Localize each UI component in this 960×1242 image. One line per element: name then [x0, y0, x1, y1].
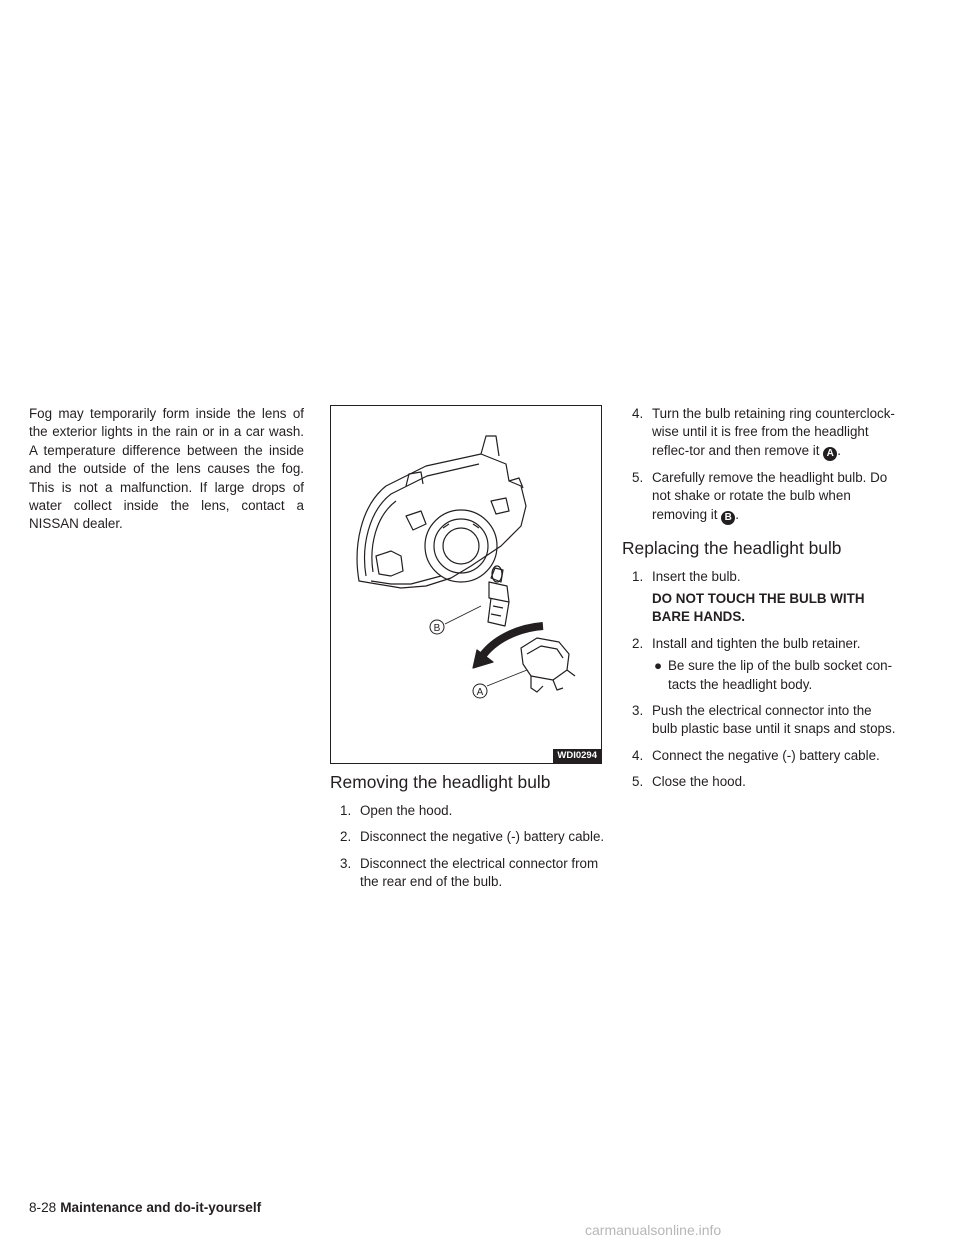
removing-step-1: 1. Open the hood.	[340, 803, 453, 818]
removing-step-2: 2. Disconnect the negative (-) battery cable.	[340, 829, 605, 845]
page-footer	[29, 1200, 261, 1215]
ref-a-badge: A	[823, 447, 837, 461]
bullet-dot-icon: ●	[654, 658, 663, 674]
removing-heading: Removing the headlight bulb	[330, 772, 551, 792]
bulb-socket-bullet: ● Be sure the lip of the bulb socket con-tacts the headlight body.	[654, 658, 893, 692]
right-column	[622, 405, 898, 800]
replacing-step-4: 4. Connect the negative (-) battery cable.	[632, 747, 880, 763]
figure-code: WDI0294	[553, 749, 601, 763]
replacing-step-5: 5. Close the hood.	[632, 774, 746, 790]
removing-step-3: 3. Disconnect the electrical connector from the rear end of the bulb.	[340, 855, 599, 890]
removing-step-5: 5. Carefully remove the headlight bulb. Do not shake or rotate the bulb when removing it B .	[632, 469, 888, 523]
figure-label-a: A	[476, 687, 484, 698]
headlight-diagram	[331, 406, 601, 763]
section-title: Maintenance and do-it-yourself	[60, 1200, 262, 1215]
replacing-step-3: 3. Push the electrical connector into the bulb plastic base until it snaps and stops.	[632, 703, 896, 737]
bare-hands-warning: DO NOT TOUCH THE BULB WITH BARE HANDS.	[652, 591, 865, 625]
figure-label-b: B	[433, 623, 441, 634]
removing-section	[330, 771, 605, 900]
headlight-bulb-figure	[330, 405, 602, 764]
ref-b-badge: B	[721, 511, 735, 525]
replacing-step-1: 1. Insert the bulb.	[632, 568, 741, 584]
removing-step-4: 4. Turn the bulb retaining ring counterclock-wise until it is free from the headlight reflec-tor and then remove it A .	[632, 406, 895, 459]
fog-paragraph: Fog may temporarily form inside the lens of the exterior lights in the rain or in a car wash. A temperature difference between the inside and the outside of the lens causes the fog. This is not a malfunction. If large drops of water collect inside the lens, contact a NISSAN dealer.	[29, 406, 304, 532]
replacing-heading: Replacing the headlight bulb	[622, 537, 842, 558]
watermark-link[interactable]: carmanualsonline.info	[585, 1222, 722, 1238]
page-number: 8-28	[29, 1200, 57, 1215]
replacing-step-2: 2. Install and tighten the bulb retainer.	[632, 635, 861, 651]
